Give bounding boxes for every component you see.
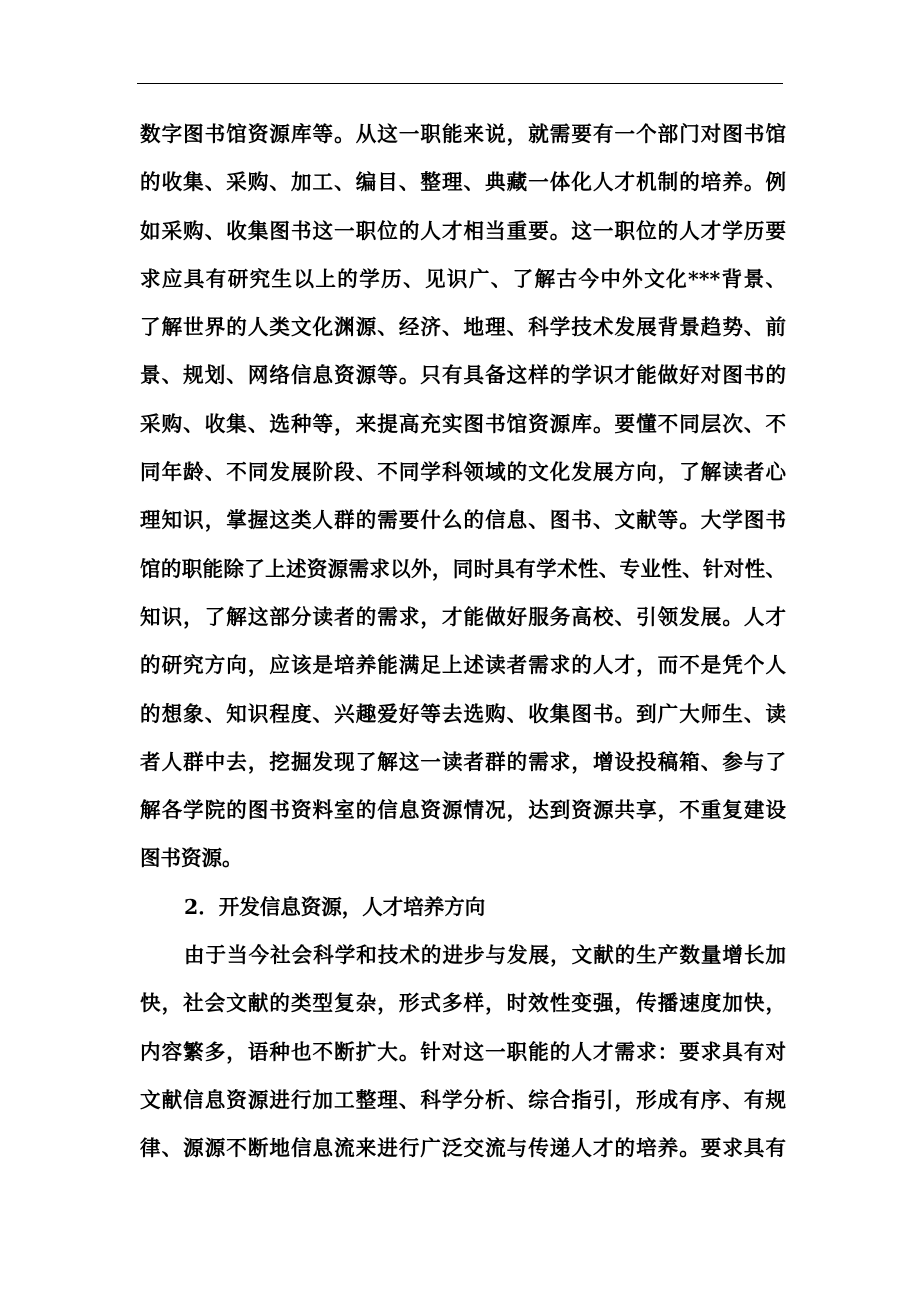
text-line: 采购、收集、选种等，来提高充实图书馆资源库。要懂不同层次、不	[140, 411, 786, 436]
text-line: 快，社会文献的类型复杂，形式多样，时效性变强，传播速度加快，	[140, 991, 786, 1016]
text-line: 求应具有研究生以上的学历、见识广、了解古今中外文化***背景、	[140, 266, 786, 291]
text-line: 的研究方向，应该是培养能满足上述读者需求的人才，而不是凭个人	[140, 653, 786, 678]
text-line: 图书资源。	[140, 846, 243, 871]
section-heading: 2．开发信息资源，人才培养方向	[184, 894, 486, 919]
header-rule	[137, 83, 783, 84]
text-line: 的想象、知识程度、兴趣爱好等去选购、收集图书。到广大师生、读	[140, 701, 786, 726]
text-line: 景、规划、网络信息资源等。只有具备这样的学识才能做好对图书的	[140, 363, 786, 388]
text-line: 知识，了解这部分读者的需求，才能做好服务高校、引领发展。人才	[140, 604, 786, 629]
text-line: 律、源源不断地信息流来进行广泛交流与传递人才的培养。要求具有	[140, 1136, 786, 1161]
text-line: 解各学院的图书资料室的信息资源情况，达到资源共享，不重复建设	[140, 798, 786, 823]
text-line: 者人群中去，挖掘发现了解这一读者群的需求，增设投稿箱、参与了	[140, 749, 786, 774]
text-line: 的收集、采购、加工、编目、整理、典藏一体化人才机制的培养。例	[140, 170, 786, 195]
paragraph-first-line: 由于当今社会科学和技术的进步与发展，文献的生产数量增长加	[184, 943, 786, 968]
text-line: 理知识，掌握这类人群的需要什么的信息、图书、文献等。大学图书	[140, 508, 786, 533]
text-line: 馆的职能除了上述资源需求以外，同时具有学术性、专业性、针对性、	[140, 556, 786, 581]
text-line: 内容繁多，语种也不断扩大。针对这一职能的人才需求：要求具有对	[140, 1039, 786, 1064]
text-line: 数字图书馆资源库等。从这一职能来说，就需要有一个部门对图书馆	[140, 122, 786, 146]
text-line: 了解世界的人类文化渊源、经济、地理、科学技术发展背景趋势、前	[140, 315, 786, 340]
text-line: 如采购、收集图书这一职位的人才相当重要。这一职位的人才学历要	[140, 218, 786, 243]
text-line: 同年龄、不同发展阶段、不同学科领域的文化发展方向，了解读者心	[140, 460, 786, 485]
body-text	[140, 110, 786, 1173]
text-line: 文献信息资源进行加工整理、科学分析、综合指引，形成有序、有规	[140, 1087, 786, 1112]
